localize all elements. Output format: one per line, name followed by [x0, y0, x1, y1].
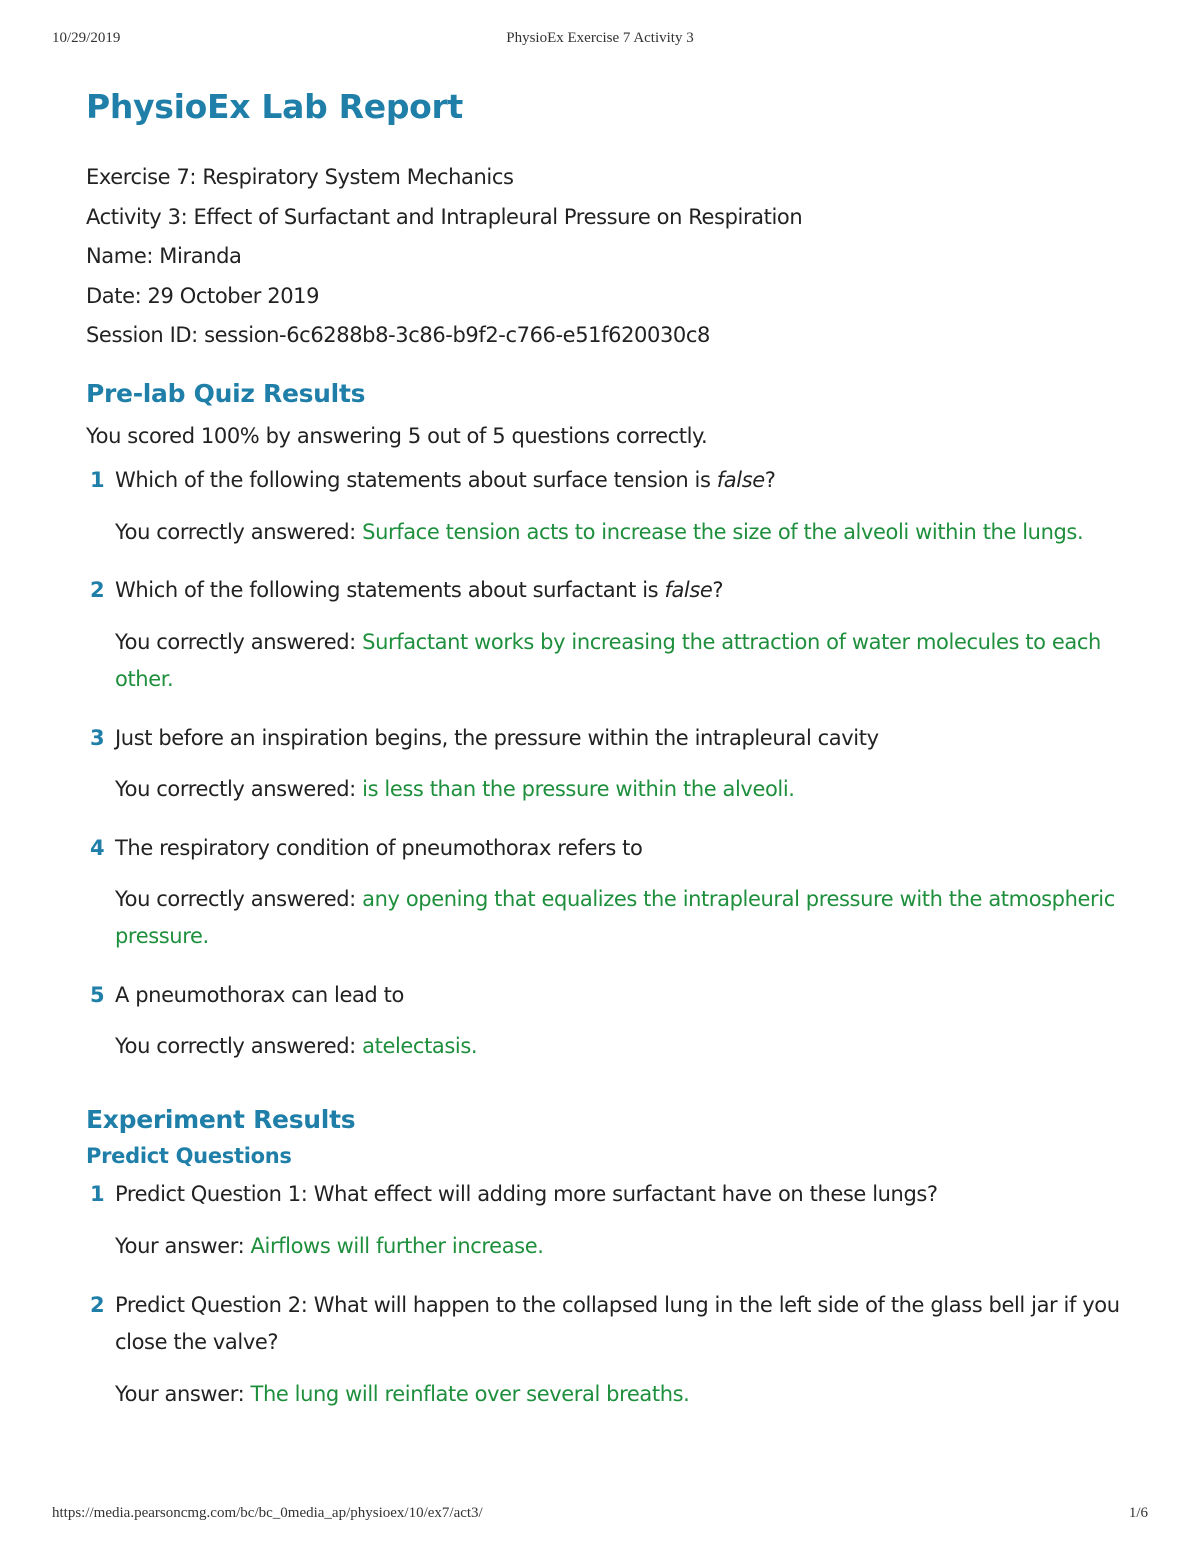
prelab-heading: Pre-lab Quiz Results [86, 378, 366, 408]
answer-prefix: You correctly answered: [115, 629, 363, 654]
print-url: https://media.pearsoncmg.com/bc/bc_0media_ap/physioex/10/ex7/act3/ [52, 1505, 483, 1521]
prelab-answer [86, 624, 1136, 698]
answer-prefix: You correctly answered: [115, 886, 363, 911]
question-text: Just before an inspiration begins, the pressure within the intrapleural cavity [115, 725, 879, 750]
predict-question-list [86, 1176, 1136, 1413]
prelab-question-list [86, 462, 1136, 1065]
predict-answer [86, 1376, 1136, 1413]
correct-answer: any opening that equalizes the intrapleural pressure with the atmospheric pressure. [115, 886, 1115, 948]
print-title: PhysioEx Exercise 7 Activity 3 [506, 30, 694, 46]
predict-heading: Predict Questions [86, 1143, 292, 1168]
question-number: 3 [90, 725, 105, 750]
page-title: PhysioEx Lab Report [86, 87, 463, 126]
predict-answer [86, 1228, 1136, 1265]
question-number: 4 [90, 835, 105, 860]
experiment-heading: Experiment Results [86, 1104, 356, 1134]
print-date: 10/29/2019 [52, 30, 121, 46]
correct-answer: Surfactant works by increasing the attraction of water molecules to each other. [115, 629, 1101, 691]
question-text: Which of the following statements about surface tension is [115, 467, 717, 492]
prelab-question [86, 977, 1136, 1014]
question-emphasis: false [716, 467, 765, 492]
question-text-end: ? [712, 577, 724, 602]
prelab-question [86, 462, 1136, 499]
prelab-answer [86, 1028, 1136, 1065]
question-text: A pneumothorax can lead to [115, 982, 404, 1007]
name-line: Name: Miranda [86, 244, 242, 268]
your-answer: Airflows will further increase. [250, 1233, 544, 1258]
answer-prefix: You correctly answered: [115, 776, 363, 801]
question-number: 1 [90, 467, 105, 492]
predict-question [86, 1176, 1136, 1213]
correct-answer: is less than the pressure within the alveoli. [362, 776, 795, 801]
report-meta [86, 158, 1136, 356]
lab-report [86, 80, 1136, 1413]
answer-prefix: You correctly answered: [115, 1033, 363, 1058]
print-page-number: 1/6 [1128, 1505, 1148, 1521]
prelab-answer [86, 771, 1136, 808]
question-text: Predict Question 2: What will happen to the collapsed lung in the left side of the glass bell jar if you close the valve? [115, 1292, 1120, 1354]
question-text: Predict Question 1: What effect will adding more surfactant have on these lungs? [115, 1181, 938, 1206]
predict-question [86, 1287, 1136, 1361]
exercise-line: Exercise 7: Respiratory System Mechanics [86, 165, 514, 189]
print-footer [52, 1505, 1148, 1525]
correct-answer: Surface tension acts to increase the size of the alveoli within the lungs. [362, 519, 1084, 544]
question-number: 5 [90, 982, 105, 1007]
question-number: 2 [90, 1292, 105, 1317]
answer-prefix: Your answer: [115, 1381, 251, 1406]
print-header [52, 30, 1148, 50]
question-text-end: ? [764, 467, 776, 492]
your-answer: The lung will reinflate over several breaths. [250, 1381, 690, 1406]
correct-answer: atelectasis. [362, 1033, 478, 1058]
activity-line: Activity 3: Effect of Surfactant and Intrapleural Pressure on Respiration [86, 204, 803, 229]
session-line: Session ID: session-6c6288b8-3c86-b9f2-c766-e51f620030c8 [86, 323, 710, 347]
prelab-question [86, 830, 1136, 867]
answer-prefix: You correctly answered: [115, 519, 363, 544]
question-text: The respiratory condition of pneumothorax refers to [115, 835, 643, 860]
question-number: 1 [90, 1181, 105, 1206]
quiz-score: You scored 100% by answering 5 out of 5 questions correctly. [86, 423, 708, 448]
question-emphasis: false [664, 577, 713, 602]
prelab-answer [86, 881, 1136, 955]
prelab-question [86, 572, 1136, 609]
question-number: 2 [90, 577, 105, 602]
question-text: Which of the following statements about surfactant is [115, 577, 665, 602]
prelab-question [86, 720, 1136, 757]
prelab-answer [86, 514, 1136, 551]
date-line: Date: 29 October 2019 [86, 283, 320, 308]
answer-prefix: Your answer: [115, 1233, 251, 1258]
